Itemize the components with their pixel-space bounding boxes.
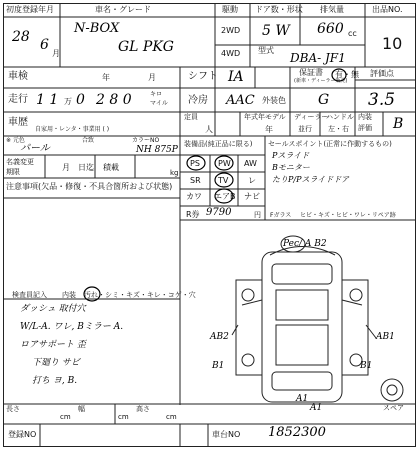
inspector-label: 検査員記入	[12, 291, 47, 299]
km-unit-1: キロ	[150, 91, 163, 98]
width-unit: cm	[118, 413, 129, 421]
recycle-fee-value: 9790	[206, 207, 232, 218]
warranty-no: ・無	[343, 70, 359, 79]
year-model-unit: 年	[265, 125, 273, 134]
registration-no-label: 登録NO	[8, 430, 37, 439]
diagram-mark-left-b1: B1	[212, 361, 225, 371]
handle-label: ハンドル	[326, 113, 354, 121]
glass-options: ヒビ・キズ・ヒビ・ワレ・リペア跡	[300, 212, 396, 219]
capacity-unit: 人	[205, 125, 213, 134]
inspection-month-unit: 月	[148, 73, 156, 82]
score-label: 評価点	[370, 69, 394, 78]
displacement-label: 排気量	[320, 5, 344, 14]
interior-score-value: B	[393, 116, 404, 132]
height-label: 高さ	[136, 405, 150, 413]
kg-unit: kg	[170, 169, 179, 177]
diagram-mark-rear-a1: A1	[296, 394, 309, 404]
color-code-value: NH 875P	[136, 145, 178, 155]
equipment-label: 装備品(純正品に限る)	[184, 140, 253, 148]
capacity-label: 定員	[184, 113, 198, 121]
combo-label: 合致	[82, 137, 95, 144]
reg-month-value: 6	[40, 37, 49, 53]
equipment-tv: TV	[218, 176, 229, 185]
car-name-value: N-BOX	[74, 21, 120, 36]
history-options: 自家用・レンタ・事業用 ( )	[35, 126, 110, 133]
model-name-label: 車名・グレード	[95, 5, 151, 14]
cc-unit: cc	[348, 29, 357, 38]
chassis-no-label: 車台NO	[212, 430, 241, 439]
man-unit: 万	[64, 97, 72, 106]
name-change-label: 名義変更	[6, 158, 34, 166]
mileage-label: 走行	[8, 94, 28, 105]
equipment-le: レ	[248, 176, 256, 185]
color-no-label: カラーNO	[132, 137, 160, 144]
interior-row-label: 内装	[62, 291, 76, 299]
displacement-value: 660	[317, 21, 344, 37]
ac-label: 冷房	[188, 95, 208, 106]
inspector-note-3: ロアサポート 歪	[20, 340, 86, 350]
mileage-part-1: 1 1	[36, 92, 59, 108]
length-unit: cm	[60, 413, 71, 421]
interior-row-options: 汚れ・シミ・キズ・キレ・コゲ・穴	[84, 291, 196, 299]
chassis-no-value: 1852300	[268, 425, 326, 440]
inspector-note-2: W/L-A. ワレ, Bミラー A.	[20, 322, 124, 332]
glass-label: Fガラス	[270, 212, 292, 219]
sales-point-2: Bモニター	[272, 163, 310, 172]
dealer-unit: 並行	[298, 125, 312, 133]
drive-2wd-label: 2WD	[221, 26, 241, 35]
month-day-label: 月 日迄	[62, 163, 94, 172]
warranty-yes: 有	[335, 70, 343, 79]
spare-label: スペア	[383, 404, 404, 412]
sales-point-label: セールスポイント(正常に作動するもの)	[268, 140, 392, 148]
equipment-kawa: カワ	[186, 192, 202, 201]
diagram-mark-left: AB2	[210, 332, 229, 342]
recycle-fee-unit: 円	[254, 211, 261, 219]
color-label: 外装色	[262, 96, 286, 105]
loading-label: 積載	[103, 163, 119, 172]
lot-number-value: 10	[382, 34, 403, 53]
diagram-mark-front: Pec/ A B2	[283, 239, 327, 249]
equipment-aw: AW	[244, 159, 257, 168]
inspector-note-1: ダッシュ 取付穴	[20, 304, 86, 314]
year-model-label: 年式年モデル	[244, 113, 286, 121]
mileage-part-2: 0	[76, 92, 85, 108]
grade-value: GL PKG	[118, 39, 174, 55]
reg-year-value: 28	[12, 29, 30, 45]
km-unit-2: マイル	[150, 100, 168, 107]
ac-value: AAC	[226, 93, 255, 108]
diagram-mark-rear: A1	[310, 403, 323, 413]
height-unit: cm	[166, 413, 177, 421]
sales-point-1: Pスライド	[272, 151, 310, 160]
caution-label: 注意事項(欠品・修復・不具合箇所および状態)	[6, 182, 173, 191]
equipment-ps: PS	[190, 159, 200, 168]
equipment-pw: PW	[218, 159, 231, 168]
length-label: 長さ	[6, 405, 20, 413]
lot-number-label: 出品NO.	[372, 5, 403, 14]
inspector-note-4: 下廻り サビ	[32, 358, 80, 368]
dealer-label: ディーラー	[294, 113, 329, 121]
doors-value: 5 W	[262, 23, 290, 39]
doors-label: ドア数・形状	[255, 5, 303, 14]
width-label: 幅	[78, 405, 85, 413]
history-label: 車歴	[8, 117, 28, 128]
original-color-label: ※ 元色	[6, 137, 25, 144]
interior-label-2: 評価	[358, 124, 372, 132]
inspection-label: 車検	[8, 71, 28, 82]
first-registration-label: 初度登録年月	[6, 5, 54, 14]
drive-label: 駆動	[222, 5, 238, 14]
handle-options: 左・右	[328, 125, 349, 133]
equipment-sr: SR	[190, 176, 201, 185]
car-diagram	[232, 236, 403, 402]
inspection-year-unit: 年	[102, 73, 110, 82]
warranty-label: 保証書	[299, 68, 323, 77]
name-change-deadline-label: 期限	[6, 168, 20, 176]
recycle-fee-label: R券	[186, 210, 200, 219]
mileage-part-3: 2 8 0	[96, 92, 132, 108]
shift-value: IA	[228, 69, 244, 85]
color-value: G	[318, 92, 330, 108]
model-type-label: 型式	[258, 46, 274, 55]
equipment-airbag: エアB	[214, 192, 236, 201]
diagram-mark-right: AB1	[376, 332, 395, 342]
color-name-value: パール	[20, 143, 50, 154]
month-unit: 月	[52, 49, 60, 58]
shift-label: シフト	[188, 71, 218, 82]
drive-4wd-label: 4WD	[221, 49, 241, 58]
sales-point-3: たりP/Pスライドドア	[272, 175, 349, 184]
warranty-sub-label: (新車・ディーラー販売)	[294, 78, 348, 84]
score-value: 3.5	[368, 90, 396, 110]
interior-label: 内装	[358, 113, 372, 121]
model-code-value: DBA- JF1	[290, 51, 346, 65]
inspector-note-5: 打ち ヨ, B.	[32, 376, 78, 386]
equipment-navi: ナビ	[244, 192, 260, 201]
diagram-mark-right-b1: B1	[360, 361, 373, 371]
